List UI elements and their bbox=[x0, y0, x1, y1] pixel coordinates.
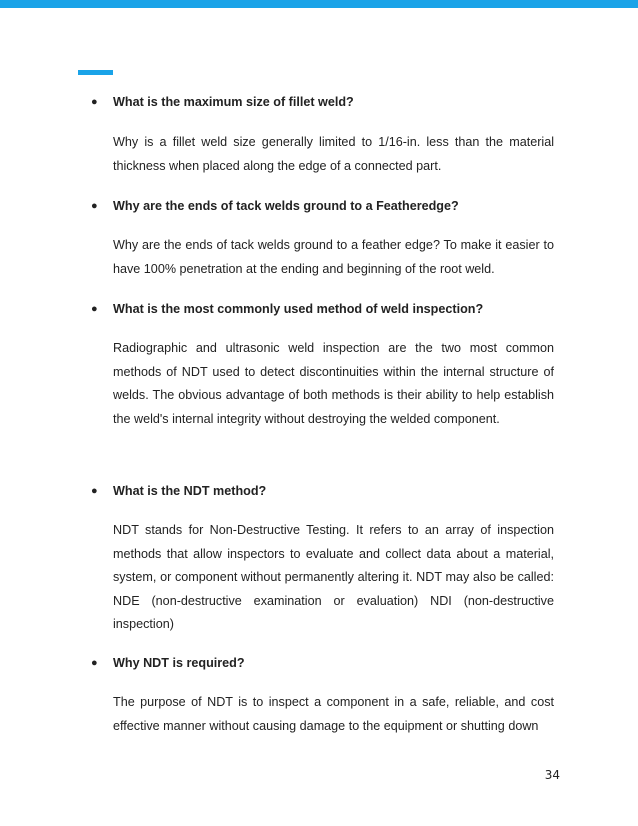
question-item bbox=[91, 198, 561, 214]
question-item bbox=[91, 301, 561, 317]
question-text: Why are the ends of tack welds ground to a Featheredge? bbox=[113, 199, 459, 213]
question-text: Why NDT is required? bbox=[113, 656, 245, 670]
section-accent-mark bbox=[78, 70, 113, 75]
bullet-icon: ● bbox=[91, 485, 98, 497]
answer-text: Why is a fillet weld size generally limited to 1/16-in. less than the material thickness when placed along the edge of a connected part. bbox=[113, 135, 554, 173]
question-text: What is the most commonly used method of weld inspection? bbox=[113, 302, 484, 316]
answer-text: NDT stands for Non-Destructive Testing. It refers to an array of inspection methods that allow inspectors to evaluate and collect data about a material, system, or component without permanently altering it. NDT may also be called: NDE (non-destructive examination or evaluation) NDI (non-destructive inspection) bbox=[113, 523, 554, 631]
bullet-icon: ● bbox=[91, 657, 98, 669]
bullet-icon: ● bbox=[91, 303, 98, 315]
question-item bbox=[91, 655, 561, 671]
answer-text: Why are the ends of tack welds ground to a feather edge? To make it easier to have 100% penetration at the ending and beginning of the root weld. bbox=[113, 238, 554, 276]
question-text: What is the NDT method? bbox=[113, 484, 267, 498]
question-item bbox=[91, 94, 561, 110]
bullet-icon: ● bbox=[91, 200, 98, 212]
top-accent-bar bbox=[0, 0, 638, 8]
bullet-icon: ● bbox=[91, 96, 98, 108]
answer-text: The purpose of NDT is to inspect a component in a safe, reliable, and cost effective manner without causing damage to the equipment or shutting down bbox=[113, 695, 554, 733]
question-item bbox=[91, 483, 561, 499]
question-text: What is the maximum size of fillet weld? bbox=[113, 95, 354, 109]
answer-text: Radiographic and ultrasonic weld inspection are the two most common methods of NDT used to detect discontinuities within the internal structure of welds. The obvious advantage of both methods is their ability to help establish the weld's internal integrity without destroying the welded component. bbox=[113, 341, 554, 426]
page-number: 34 bbox=[544, 768, 560, 782]
